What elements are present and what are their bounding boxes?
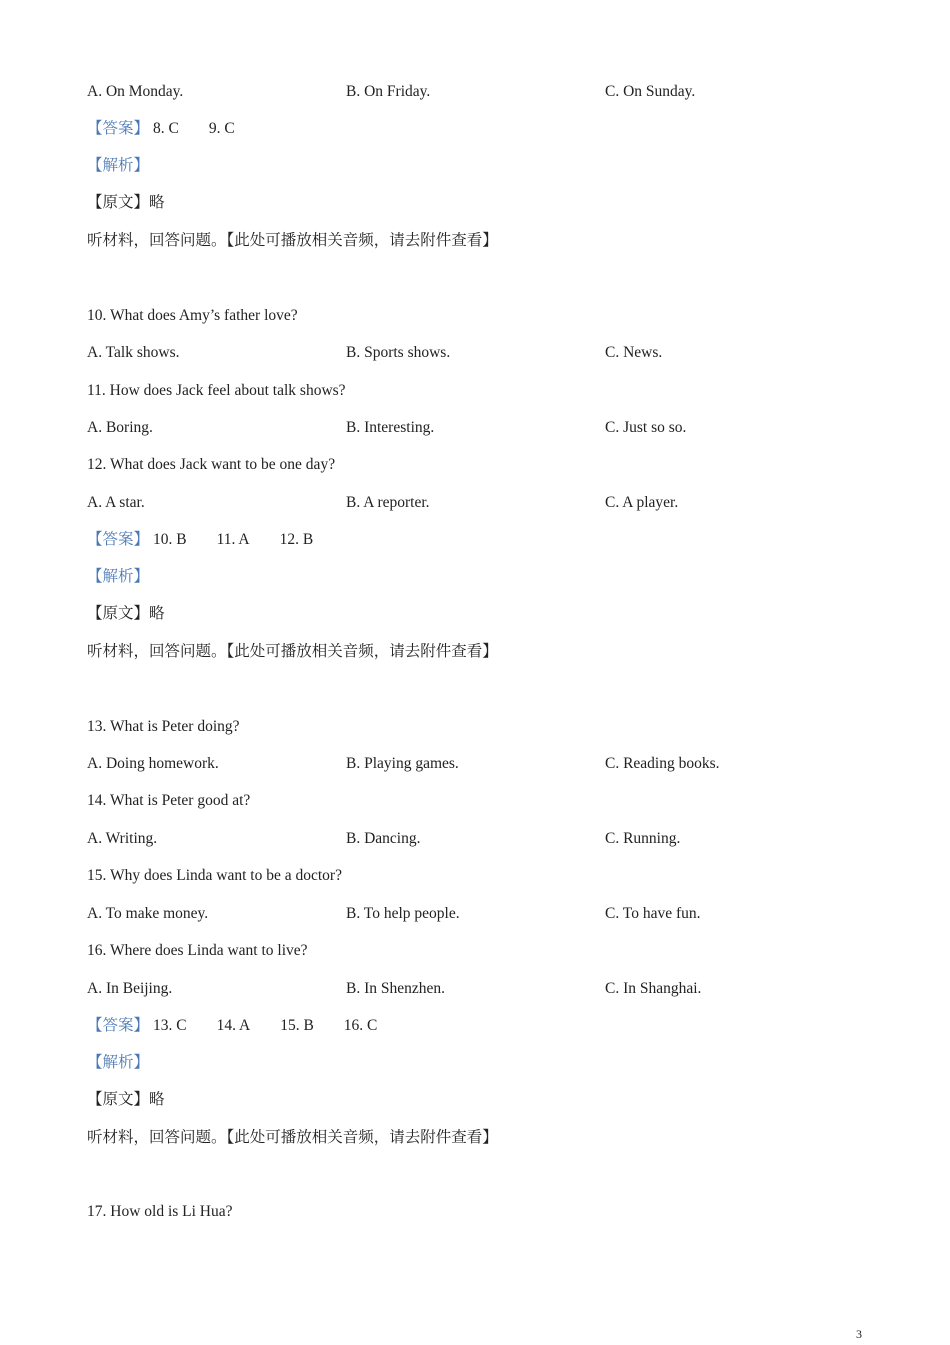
option-a: A. On Monday.	[87, 83, 184, 100]
option-a: A. Writing.	[87, 830, 158, 847]
source-line	[87, 603, 165, 625]
answer-item: 12. B	[279, 531, 314, 548]
listen-instruction: 听材料，回答问题。【此处可播放相关音频，请去附件查看】	[87, 1129, 498, 1146]
answer-item: 15. B	[280, 1017, 314, 1034]
source-line	[87, 192, 165, 214]
listen-instruction: 听材料，回答问题。【此处可播放相关音频，请去附件查看】	[87, 232, 498, 249]
question-17: 17. How old is Li Hua?	[87, 1203, 233, 1220]
answer-line-10-12	[87, 529, 313, 551]
option-a: A. A star.	[87, 494, 145, 511]
answer-item: 8. C	[153, 120, 179, 137]
option-c: C. Running.	[605, 830, 681, 847]
option-b: B. A reporter.	[346, 494, 430, 511]
analysis-tag: 【解析】	[87, 1054, 150, 1071]
option-c: C. To have fun.	[605, 905, 701, 922]
option-b: B. In Shenzhen.	[346, 980, 446, 997]
question-10: 10. What does Amy’s father love?	[87, 307, 298, 324]
question-13: 13. What is Peter doing?	[87, 718, 240, 735]
source-text: 略	[149, 605, 165, 622]
analysis-tag: 【解析】	[87, 568, 150, 585]
listen-instruction: 听材料，回答问题。【此处可播放相关音频，请去附件查看】	[87, 643, 498, 660]
source-text: 略	[149, 1091, 165, 1108]
answer-item: 11. A	[216, 531, 250, 548]
option-a: A. Doing homework.	[87, 755, 219, 772]
answer-tag: 【答案】	[87, 120, 150, 137]
answer-tag: 【答案】	[87, 531, 150, 548]
option-c: C. On Sunday.	[605, 83, 696, 100]
page-number: 3	[856, 1327, 862, 1341]
option-b: B. Dancing.	[346, 830, 421, 847]
question-14: 14. What is Peter good at?	[87, 792, 251, 809]
option-c: C. A player.	[605, 494, 679, 511]
answer-item: 14. A	[216, 1017, 251, 1034]
option-c: C. In Shanghai.	[605, 980, 702, 997]
answer-item: 10. B	[153, 531, 187, 548]
answer-item: 13. C	[153, 1017, 187, 1034]
question-11: 11. How does Jack feel about talk shows?	[87, 382, 346, 399]
answer-item: 9. C	[208, 120, 235, 137]
option-c: C. Reading books.	[605, 755, 720, 772]
question-15: 15. Why does Linda want to be a doctor?	[87, 867, 342, 884]
option-b: B. Interesting.	[346, 419, 435, 436]
option-b: B. Playing games.	[346, 755, 459, 772]
option-b: B. On Friday.	[346, 83, 431, 100]
source-text: 略	[149, 194, 165, 211]
answer-tag: 【答案】	[87, 1017, 150, 1034]
source-line	[87, 1089, 165, 1111]
question-12: 12. What does Jack want to be one day?	[87, 456, 336, 473]
analysis-tag: 【解析】	[87, 157, 150, 174]
question-16: 16. Where does Linda want to live?	[87, 942, 308, 959]
answer-line-8-9	[87, 118, 235, 140]
option-c: C. News.	[605, 344, 663, 361]
option-a: A. Boring.	[87, 419, 153, 436]
answer-line-13-16	[87, 1015, 377, 1037]
option-b: B. Sports shows.	[346, 344, 451, 361]
source-tag: 【原文】	[87, 1091, 150, 1108]
option-b: B. To help people.	[346, 905, 460, 922]
option-a: A. In Beijing.	[87, 980, 173, 997]
option-a: A. To make money.	[87, 905, 209, 922]
option-c: C. Just so so.	[605, 419, 687, 436]
source-tag: 【原文】	[87, 194, 150, 211]
answer-item: 16. C	[343, 1017, 378, 1034]
option-a: A. Talk shows.	[87, 344, 180, 361]
source-tag: 【原文】	[87, 605, 150, 622]
